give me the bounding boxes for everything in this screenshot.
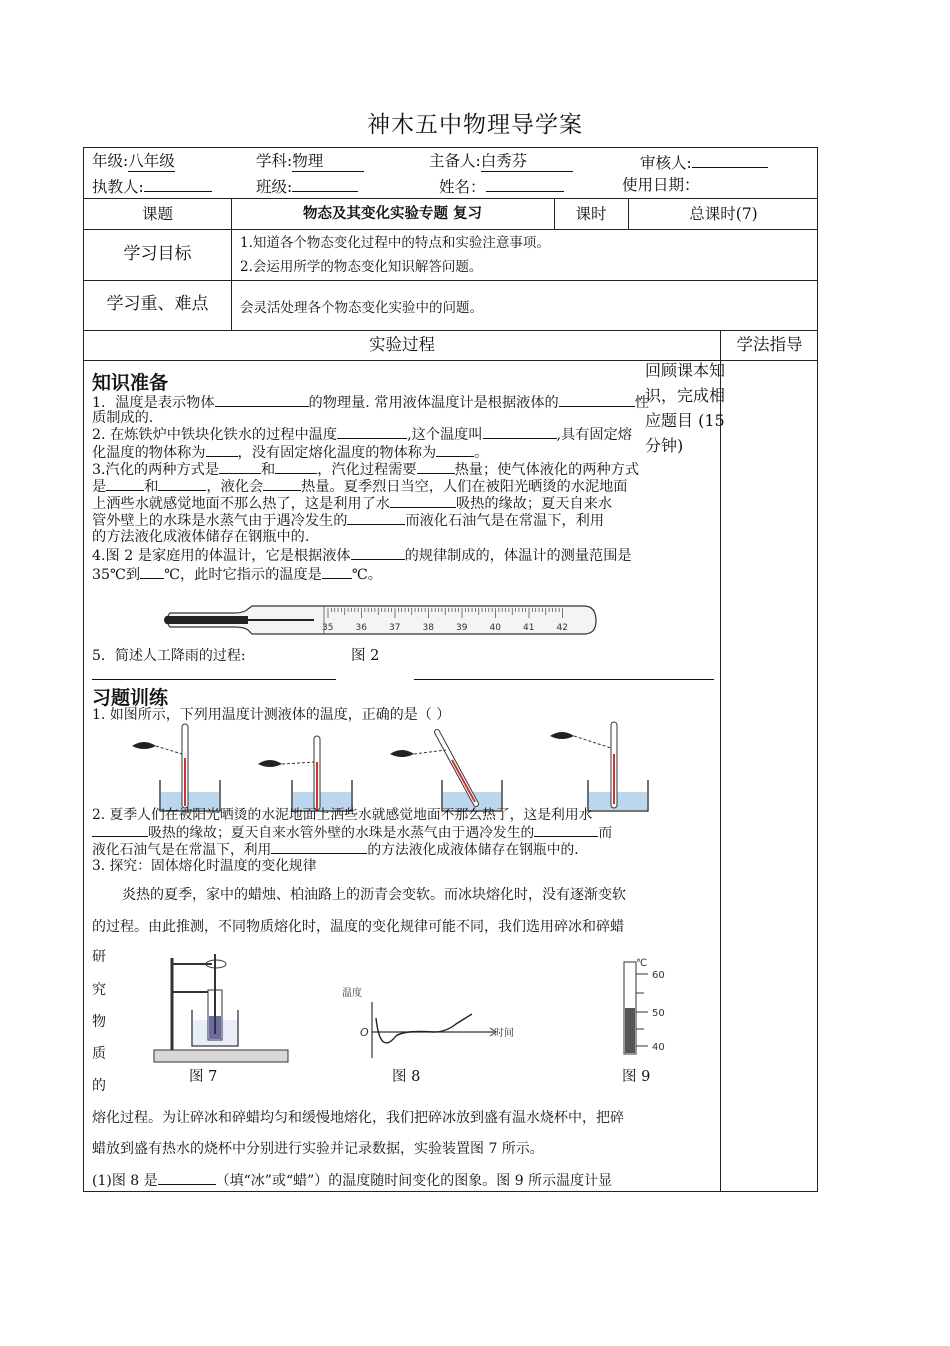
- question-4: 4.图 2 是家庭用的体温计，它是根据液体 的规律制成的，体温计的测量范围是: [92, 547, 632, 564]
- scale-tick-label: 35: [322, 623, 334, 633]
- vertical-char: 物: [92, 1014, 106, 1030]
- heating-apparatus-figure: [152, 950, 292, 1065]
- class-blank[interactable]: [292, 175, 358, 192]
- total-periods: 总课时(7): [689, 205, 758, 223]
- goal-item: 2.会运用所学的物态变化知识解答问题。: [240, 259, 483, 275]
- blank[interactable]: [559, 394, 635, 407]
- goal-item: 1.知道各个物态变化过程中的特点和实验注意事项。: [240, 235, 550, 251]
- class-label: 班级:: [256, 178, 293, 196]
- grade-field: [92, 151, 175, 172]
- paragraph-line: 炎热的夏季，家中的蜡烛、柏油路上的沥青会变软。而冰块熔化时，没有逐渐变软: [122, 887, 626, 903]
- paragraph-line: 熔化过程。为让碎冰和碎蜡均匀和缓慢地熔化，我们把碎冰放到盛有温水烧杯中，把碎: [92, 1110, 624, 1126]
- graph-origin-label: O: [360, 1026, 369, 1039]
- date-field: [622, 175, 700, 195]
- question-4-cont: 35℃到 ℃，此时它指示的温度是 ℃。: [92, 567, 382, 584]
- date-label: 使用日期：: [622, 176, 700, 194]
- question-3-cont: 是 和 ，液化会 热量。夏季烈日当空，人们在被阳光晒烫的水泥地面: [92, 479, 628, 496]
- reviewer-field: [640, 151, 768, 173]
- preparer-label: 主备人:: [429, 152, 481, 170]
- focus-label: 学习重、难点: [106, 294, 209, 314]
- blank[interactable]: [483, 426, 557, 439]
- question-line: (1)图 8 是 （填“冰”或“蜡”）的温度随时间变化的图象。图 9 所示温度计显: [92, 1173, 613, 1189]
- question-3: 3.汽化的两种方式是 和 ，汽化过程需要 热量；使气体液化的两种方式: [92, 461, 640, 478]
- vertical-char: 研: [92, 949, 106, 965]
- blank[interactable]: [275, 461, 317, 474]
- topic-value: 物态及其变化实验专题 复习: [302, 206, 483, 222]
- thermometer-scale-figure: [614, 958, 684, 1058]
- answer-line[interactable]: [414, 679, 714, 680]
- scale-tick: 50: [652, 1008, 665, 1019]
- blank[interactable]: [263, 478, 301, 491]
- scale-tick-label: 41: [523, 623, 535, 633]
- question-2: 2. 在炼铁炉中铁块化铁水的过程中温度 ,这个温度叫 ,具有固定熔: [92, 427, 632, 444]
- blank[interactable]: [322, 566, 352, 579]
- figure-8-caption: 图 8: [392, 1069, 421, 1085]
- scale-tick-label: 37: [389, 623, 401, 633]
- graph-y-label: 温度: [342, 988, 362, 999]
- name-label: 姓名：: [439, 178, 486, 196]
- figure-2-caption: 图 2: [351, 648, 380, 664]
- knowledge-questions: [92, 394, 712, 583]
- clinical-thermometer-figure: [164, 600, 614, 642]
- blank[interactable]: [140, 566, 164, 579]
- name-blank[interactable]: [486, 175, 564, 192]
- period-label: 课时: [575, 205, 607, 223]
- question-1-cont: 质制成的.: [92, 410, 154, 427]
- preparer-value: 白秀芬: [481, 151, 573, 172]
- blank[interactable]: [436, 444, 474, 457]
- option-c-diagram: [390, 732, 502, 811]
- goals-label: 学习目标: [123, 244, 192, 264]
- grade-value: 八年级: [128, 152, 175, 170]
- scale-tick-label: 38: [422, 623, 434, 633]
- method-header: 学法指导: [736, 335, 803, 354]
- question-3-cont: 的方法液化成液体储存在钢瓶中的.: [92, 528, 310, 545]
- grade-label: 年级:: [92, 152, 129, 170]
- answer-line[interactable]: [92, 679, 336, 680]
- blank[interactable]: [106, 478, 144, 491]
- vertical-char: 的: [92, 1078, 106, 1094]
- blank[interactable]: [206, 444, 238, 457]
- teacher-label: 执教人:: [92, 178, 144, 196]
- knowledge-heading: 知识准备: [92, 372, 169, 394]
- name-field: [439, 175, 564, 197]
- scale-tick: 40: [652, 1042, 665, 1053]
- blank[interactable]: [219, 461, 261, 474]
- exercise-1: 1. 如图所示，下列用温度计测液体的温度，正确的是（ ）: [92, 707, 451, 723]
- reviewer-label: 审核人:: [640, 154, 692, 172]
- paragraph-line: 的过程。由此推测，不同物质熔化时，温度的变化规律可能不同，我们选用碎冰和碎蜡: [92, 919, 624, 935]
- vertical-char: 究: [92, 982, 106, 998]
- study-method-hint: 回顾课本知识，完成相应题目 (15 分钟): [645, 361, 726, 455]
- blank[interactable]: [347, 512, 405, 525]
- question-3-cont: 上洒些水就感觉地面不那么热了，这是利用了水 吸热的缘故；夏天自来水: [92, 496, 613, 513]
- scale-tick-label: 36: [355, 623, 367, 633]
- teacher-blank[interactable]: [144, 175, 212, 192]
- scale-tick: 60: [652, 970, 665, 981]
- topic-label: 课题: [141, 205, 173, 223]
- reviewer-blank[interactable]: [692, 151, 768, 168]
- blank[interactable]: [534, 824, 598, 837]
- question-5: 5．简述人工降雨的过程:: [92, 648, 246, 664]
- vertical-char: 质: [92, 1046, 106, 1062]
- scale-tick-label: 40: [489, 623, 501, 633]
- preparer-field: [429, 151, 573, 172]
- blank[interactable]: [158, 1171, 216, 1185]
- option-d-diagram: [550, 722, 648, 811]
- subject-field: [256, 151, 364, 172]
- figure-7-caption: 图 7: [189, 1069, 218, 1085]
- class-field: [256, 175, 358, 197]
- question-2-cont: 化温度的物体称为 ，没有固定熔化温度的物体称为 。: [92, 444, 489, 461]
- blank[interactable]: [158, 478, 206, 491]
- temperature-time-graph: [334, 980, 514, 1060]
- figure-9-caption: 图 9: [622, 1069, 651, 1085]
- process-header: 实验过程: [369, 335, 435, 354]
- option-a-diagram: [132, 724, 220, 811]
- blank[interactable]: [390, 495, 456, 508]
- worksheet-table: [83, 147, 818, 1192]
- option-b-diagram: [258, 736, 352, 811]
- teacher-field: [92, 175, 212, 197]
- blank[interactable]: [271, 841, 367, 854]
- graph-x-label: 时间: [494, 1028, 514, 1039]
- blank[interactable]: [337, 426, 407, 439]
- subject-value: 物理: [292, 151, 364, 172]
- blank[interactable]: [351, 547, 405, 560]
- blank[interactable]: [92, 824, 148, 837]
- exercise-heading: 习题训练: [92, 687, 169, 709]
- scale-tick-label: 42: [556, 623, 568, 633]
- blank[interactable]: [417, 461, 455, 474]
- focus-text: 会灵活处理各个物态变化实验中的问题。: [240, 300, 483, 316]
- scale-unit: ℃: [636, 958, 648, 969]
- blank[interactable]: [215, 394, 309, 407]
- paragraph-line: 蜡放到盛有热水的烧杯中分别进行实验并记录数据，实验装置图 7 所示。: [92, 1141, 544, 1157]
- page-title: 神木五中物理导学案: [367, 112, 583, 138]
- question-1: 1．温度是表示物体 的物理量. 常用液体温度计是根据液体的 性: [92, 395, 649, 411]
- exercise-3: 3. 探究：固体熔化时温度的变化规律: [92, 857, 317, 874]
- scale-tick-label: 39: [456, 623, 468, 633]
- thermometer-reading-diagrams: [124, 718, 714, 813]
- subject-label: 学科:: [256, 152, 293, 170]
- exercise-2: 2. 夏季人们在被阳光晒烫的水泥地面上洒些水就感觉地面不那么热了，这是利用水 吸热的缘故；夏天自来水管外壁的水珠是水蒸气由于遇冷发生的 而 液化石油气是在常温下，利用 的方法液化成液体储存在钢瓶中的. 3. 探究：固体熔化时温度的变化规律: [92, 808, 712, 874]
- question-3-cont: 管外壁上的水珠是水蒸气由于遇冷发生的 而液化石油气是在常温下，利用: [92, 513, 605, 530]
